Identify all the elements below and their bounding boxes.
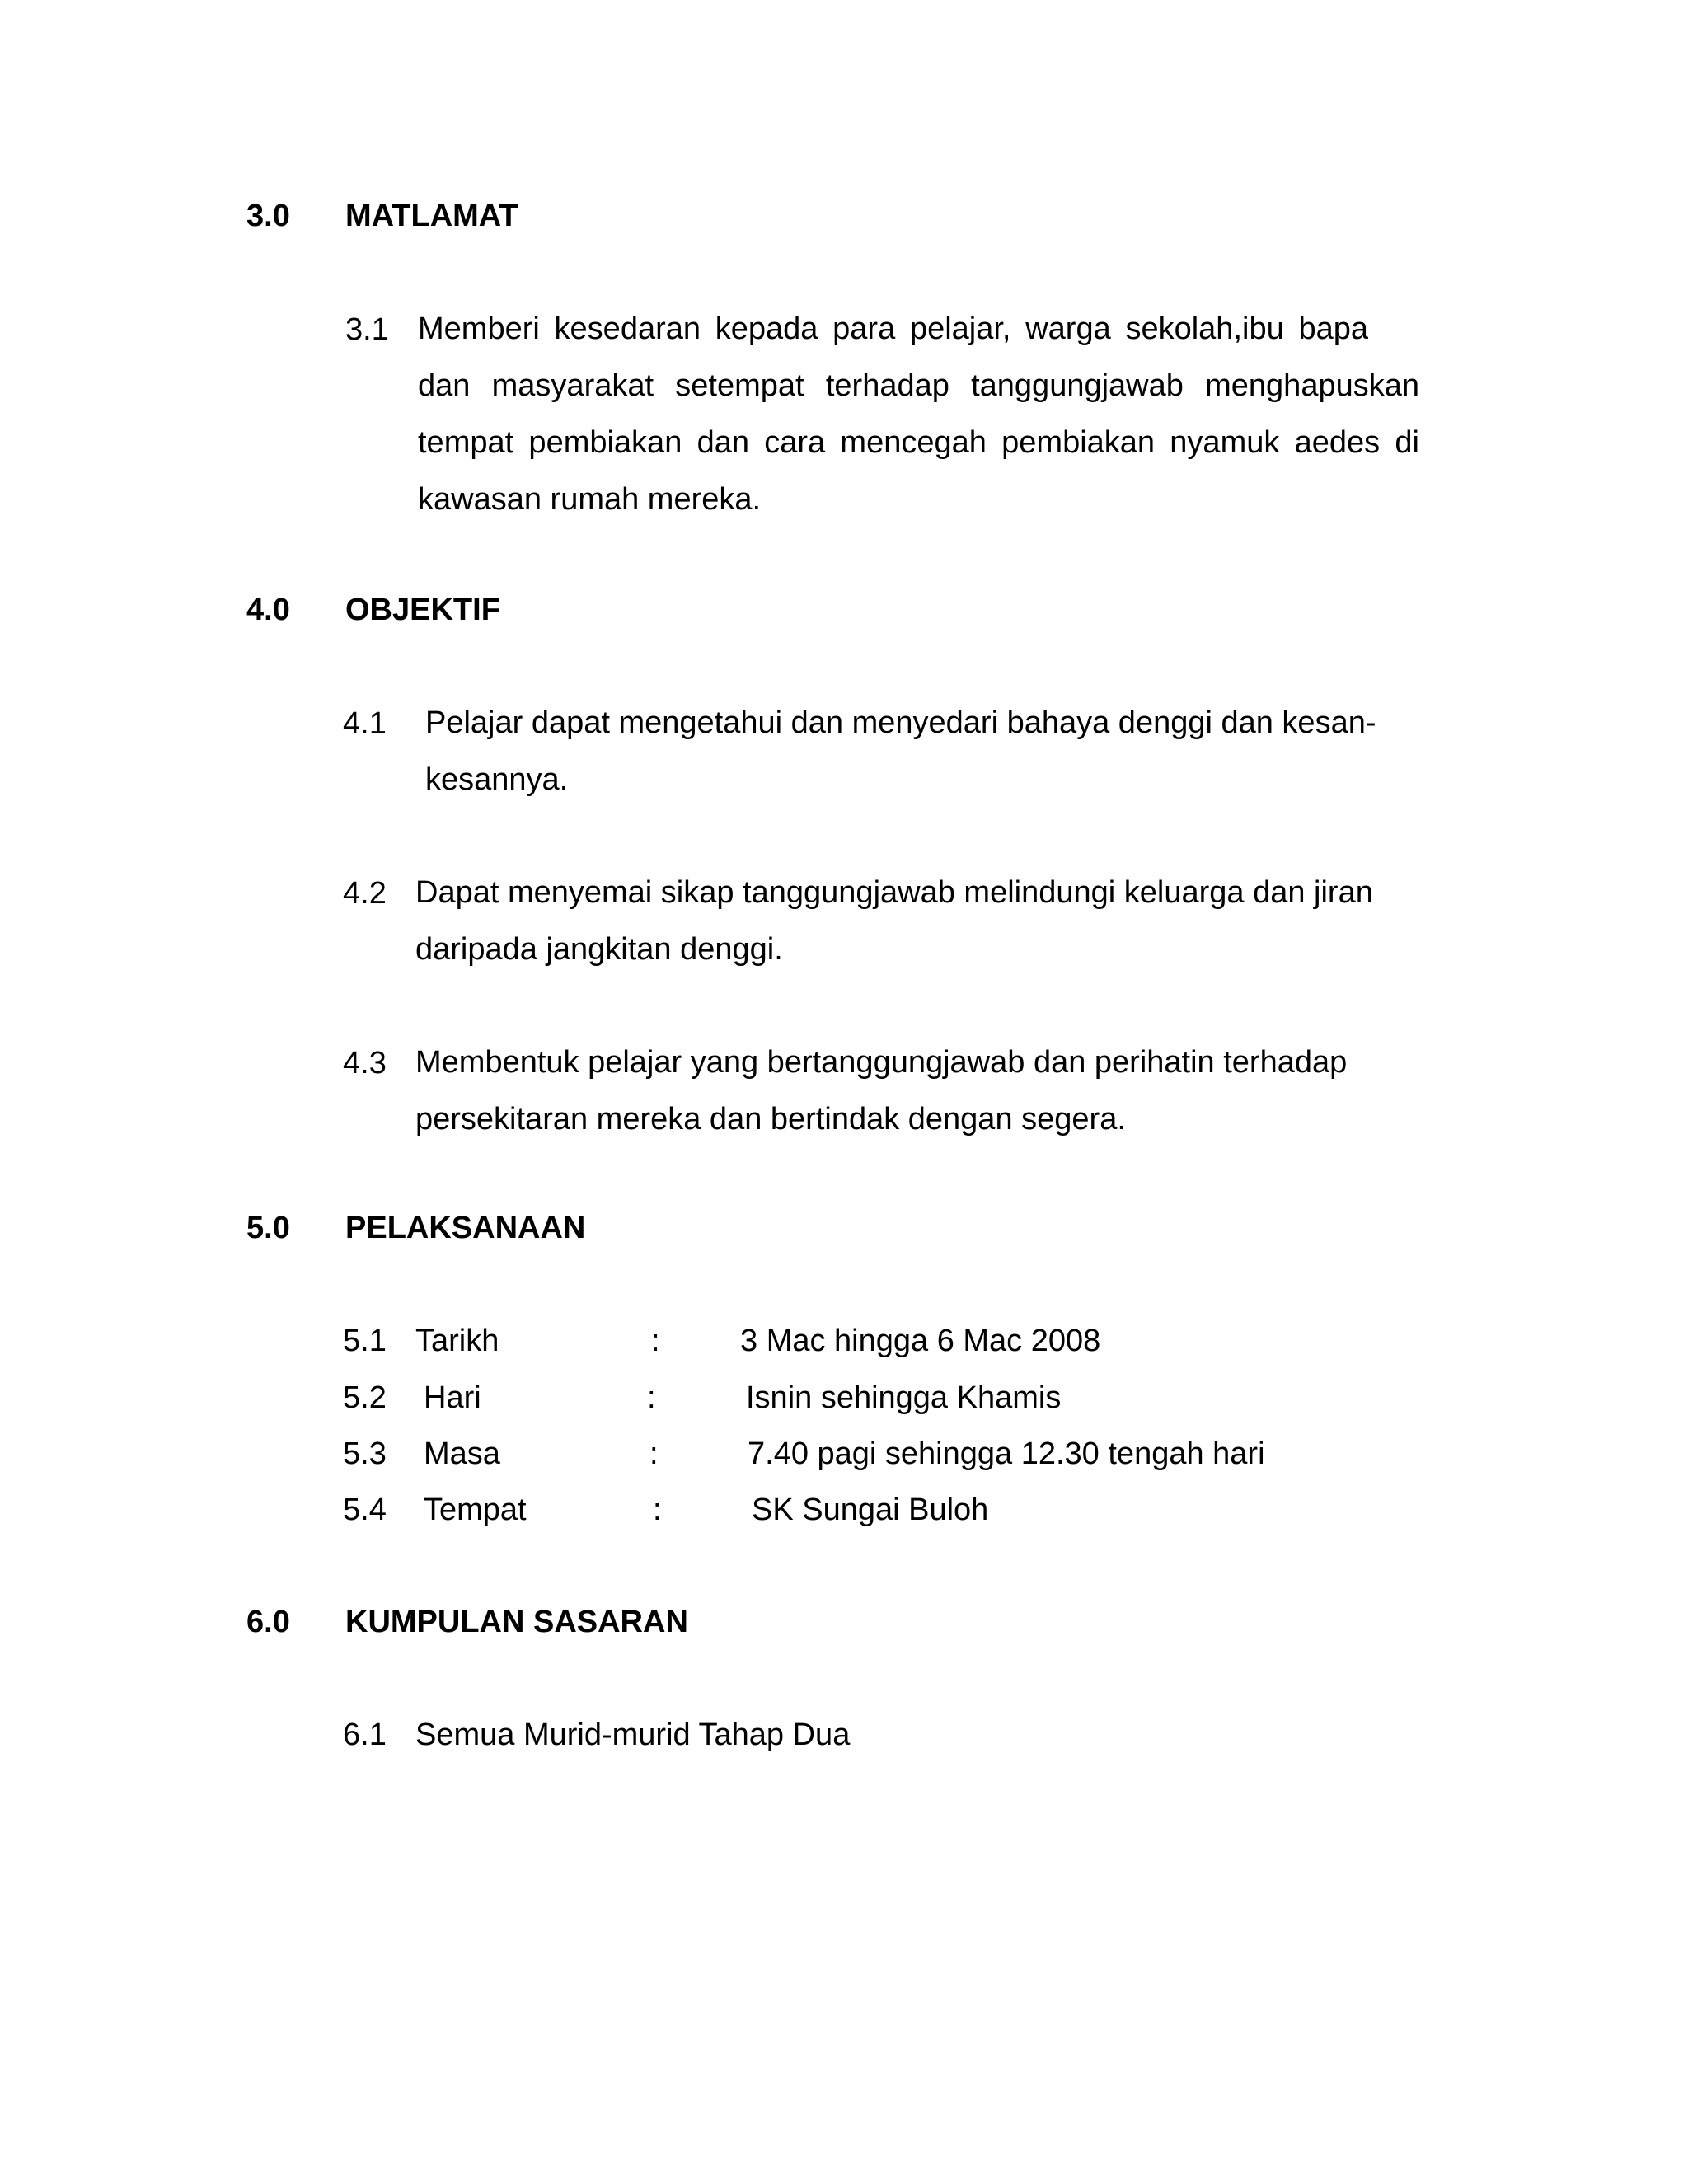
section-number: 3.0 (246, 199, 290, 233)
section-heading-kumpulan-sasaran: KUMPULAN SASARAN (345, 1605, 688, 1639)
row-number: 5.1 (343, 1324, 387, 1358)
section-heading-matlamat: MATLAMAT (345, 199, 518, 233)
row-separator: : (647, 1380, 656, 1415)
item-number: 4.1 (343, 706, 387, 741)
item-text-6-1: Semua Murid-murid Tahap Dua (415, 1718, 851, 1752)
paragraph-line: Membentuk pelajar yang bertanggungjawab dan perihatin terhadap (415, 1045, 1348, 1080)
row-value: SK Sungai Buloh (752, 1493, 989, 1527)
paragraph-line: tempat pembiakan dan cara mencegah pembiakan nyamuk aedes di (418, 425, 1419, 460)
paragraph-line: daripada jangkitan denggi. (415, 932, 783, 967)
row-separator: : (651, 1324, 660, 1358)
item-paragraph-4-1 (425, 695, 1419, 808)
item-paragraph-4-2 (415, 865, 1419, 978)
section-heading-objektif: OBJEKTIF (345, 593, 500, 627)
row-value: 7.40 pagi sehingga 12.30 tengah hari (748, 1436, 1265, 1471)
row-value: Isnin sehingga Khamis (746, 1380, 1062, 1415)
row-label: Hari (424, 1380, 481, 1415)
paragraph-line: dan masyarakat setempat terhadap tanggungjawab menghapuskan (418, 368, 1419, 403)
section-number: 4.0 (246, 593, 290, 627)
row-value: 3 Mac hingga 6 Mac 2008 (740, 1324, 1101, 1358)
row-separator: : (653, 1493, 662, 1527)
section-number: 6.0 (246, 1605, 290, 1639)
item-number: 4.3 (343, 1046, 387, 1080)
row-number: 5.4 (343, 1493, 387, 1527)
item-number: 3.1 (345, 312, 389, 347)
row-number: 5.3 (343, 1436, 387, 1471)
item-paragraph-3-1 (418, 301, 1419, 528)
section-heading-pelaksanaan: PELAKSANAAN (345, 1211, 586, 1245)
row-label: Tarikh (415, 1324, 499, 1358)
paragraph-line: persekitaran mereka dan bertindak dengan segera. (415, 1102, 1126, 1137)
item-number: 4.2 (343, 876, 387, 911)
paragraph-line: kesannya. (425, 762, 569, 797)
section-number: 5.0 (246, 1211, 290, 1245)
item-number: 6.1 (343, 1718, 387, 1752)
row-label: Tempat (424, 1493, 527, 1527)
paragraph-line: Dapat menyemai sikap tanggungjawab melindungi keluarga dan jiran (415, 875, 1373, 910)
item-paragraph-4-3 (415, 1034, 1419, 1148)
row-number: 5.2 (343, 1380, 387, 1415)
paragraph-line: Memberi kesedaran kepada para pelajar, warga sekolah,ibu bapa (418, 312, 1368, 346)
row-separator: : (649, 1436, 659, 1471)
paragraph-line: kawasan rumah mereka. (418, 482, 762, 517)
row-label: Masa (424, 1436, 500, 1471)
paragraph-line: Pelajar dapat mengetahui dan menyedari bahaya denggi dan kesan- (425, 705, 1376, 740)
